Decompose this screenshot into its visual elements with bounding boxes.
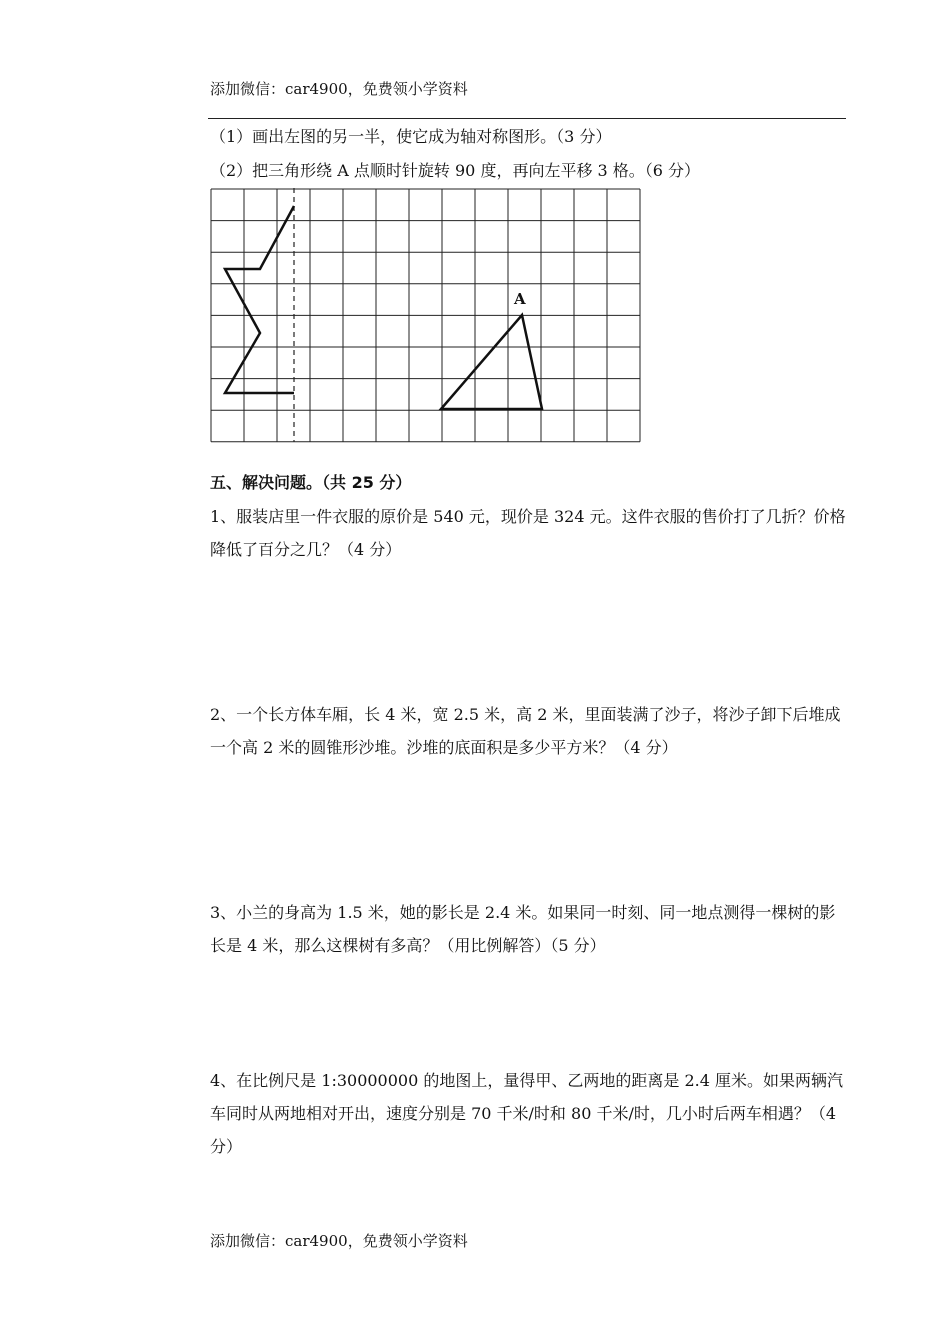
footer-note: 添加微信：car4900，免费领小学资料 xyxy=(210,1232,468,1250)
grid-figure xyxy=(210,188,644,448)
header-note: 添加微信：car4900，免费领小学资料 xyxy=(210,80,468,98)
problem-1: 1、服装店里一件衣服的原价是 540 元，现价是 324 元。这件衣服的售价打了几折？价格降低了百分之几？（4 分） xyxy=(210,507,846,559)
point-a-label: A xyxy=(514,290,526,308)
question-1-symmetry: （1）画出左图的另一半，使它成为轴对称图形。（3 分） xyxy=(210,127,612,146)
question-2-rotation: （2）把三角形绕 A 点顺时针旋转 90 度，再向左平移 3 格。（6 分） xyxy=(210,161,701,180)
header-rule xyxy=(208,118,846,119)
problem-2: 2、一个长方体车厢，长 4 米，宽 2.5 米，高 2 米，里面装满了沙子，将沙子卸下后堆成一个高 2 米的圆锥形沙堆。沙堆的底面积是多少平方米？（4 分） xyxy=(210,705,841,757)
grid-lines xyxy=(211,189,640,442)
problem-4: 4、在比例尺是 1:30000000 的地图上，量得甲、乙两地的距离是 2.4 厘米。如果两辆汽车同时从两地相对开出，速度分别是 70 千米/时和 80 千米/时，几小时后两车相遇？（4 分） xyxy=(210,1071,843,1156)
grid-svg xyxy=(210,188,644,444)
problem-3: 3、小兰的身高为 1.5 米，她的影长是 2.4 米。如果同一时刻、同一地点测得一棵树的影长是 4 米，那么这棵树有多高？（用比例解答）（5 分） xyxy=(210,903,836,955)
triangle-shape xyxy=(441,315,542,409)
half-figure-outline xyxy=(225,206,294,393)
section-title: 五、解决问题。（共 25 分） xyxy=(210,473,412,492)
